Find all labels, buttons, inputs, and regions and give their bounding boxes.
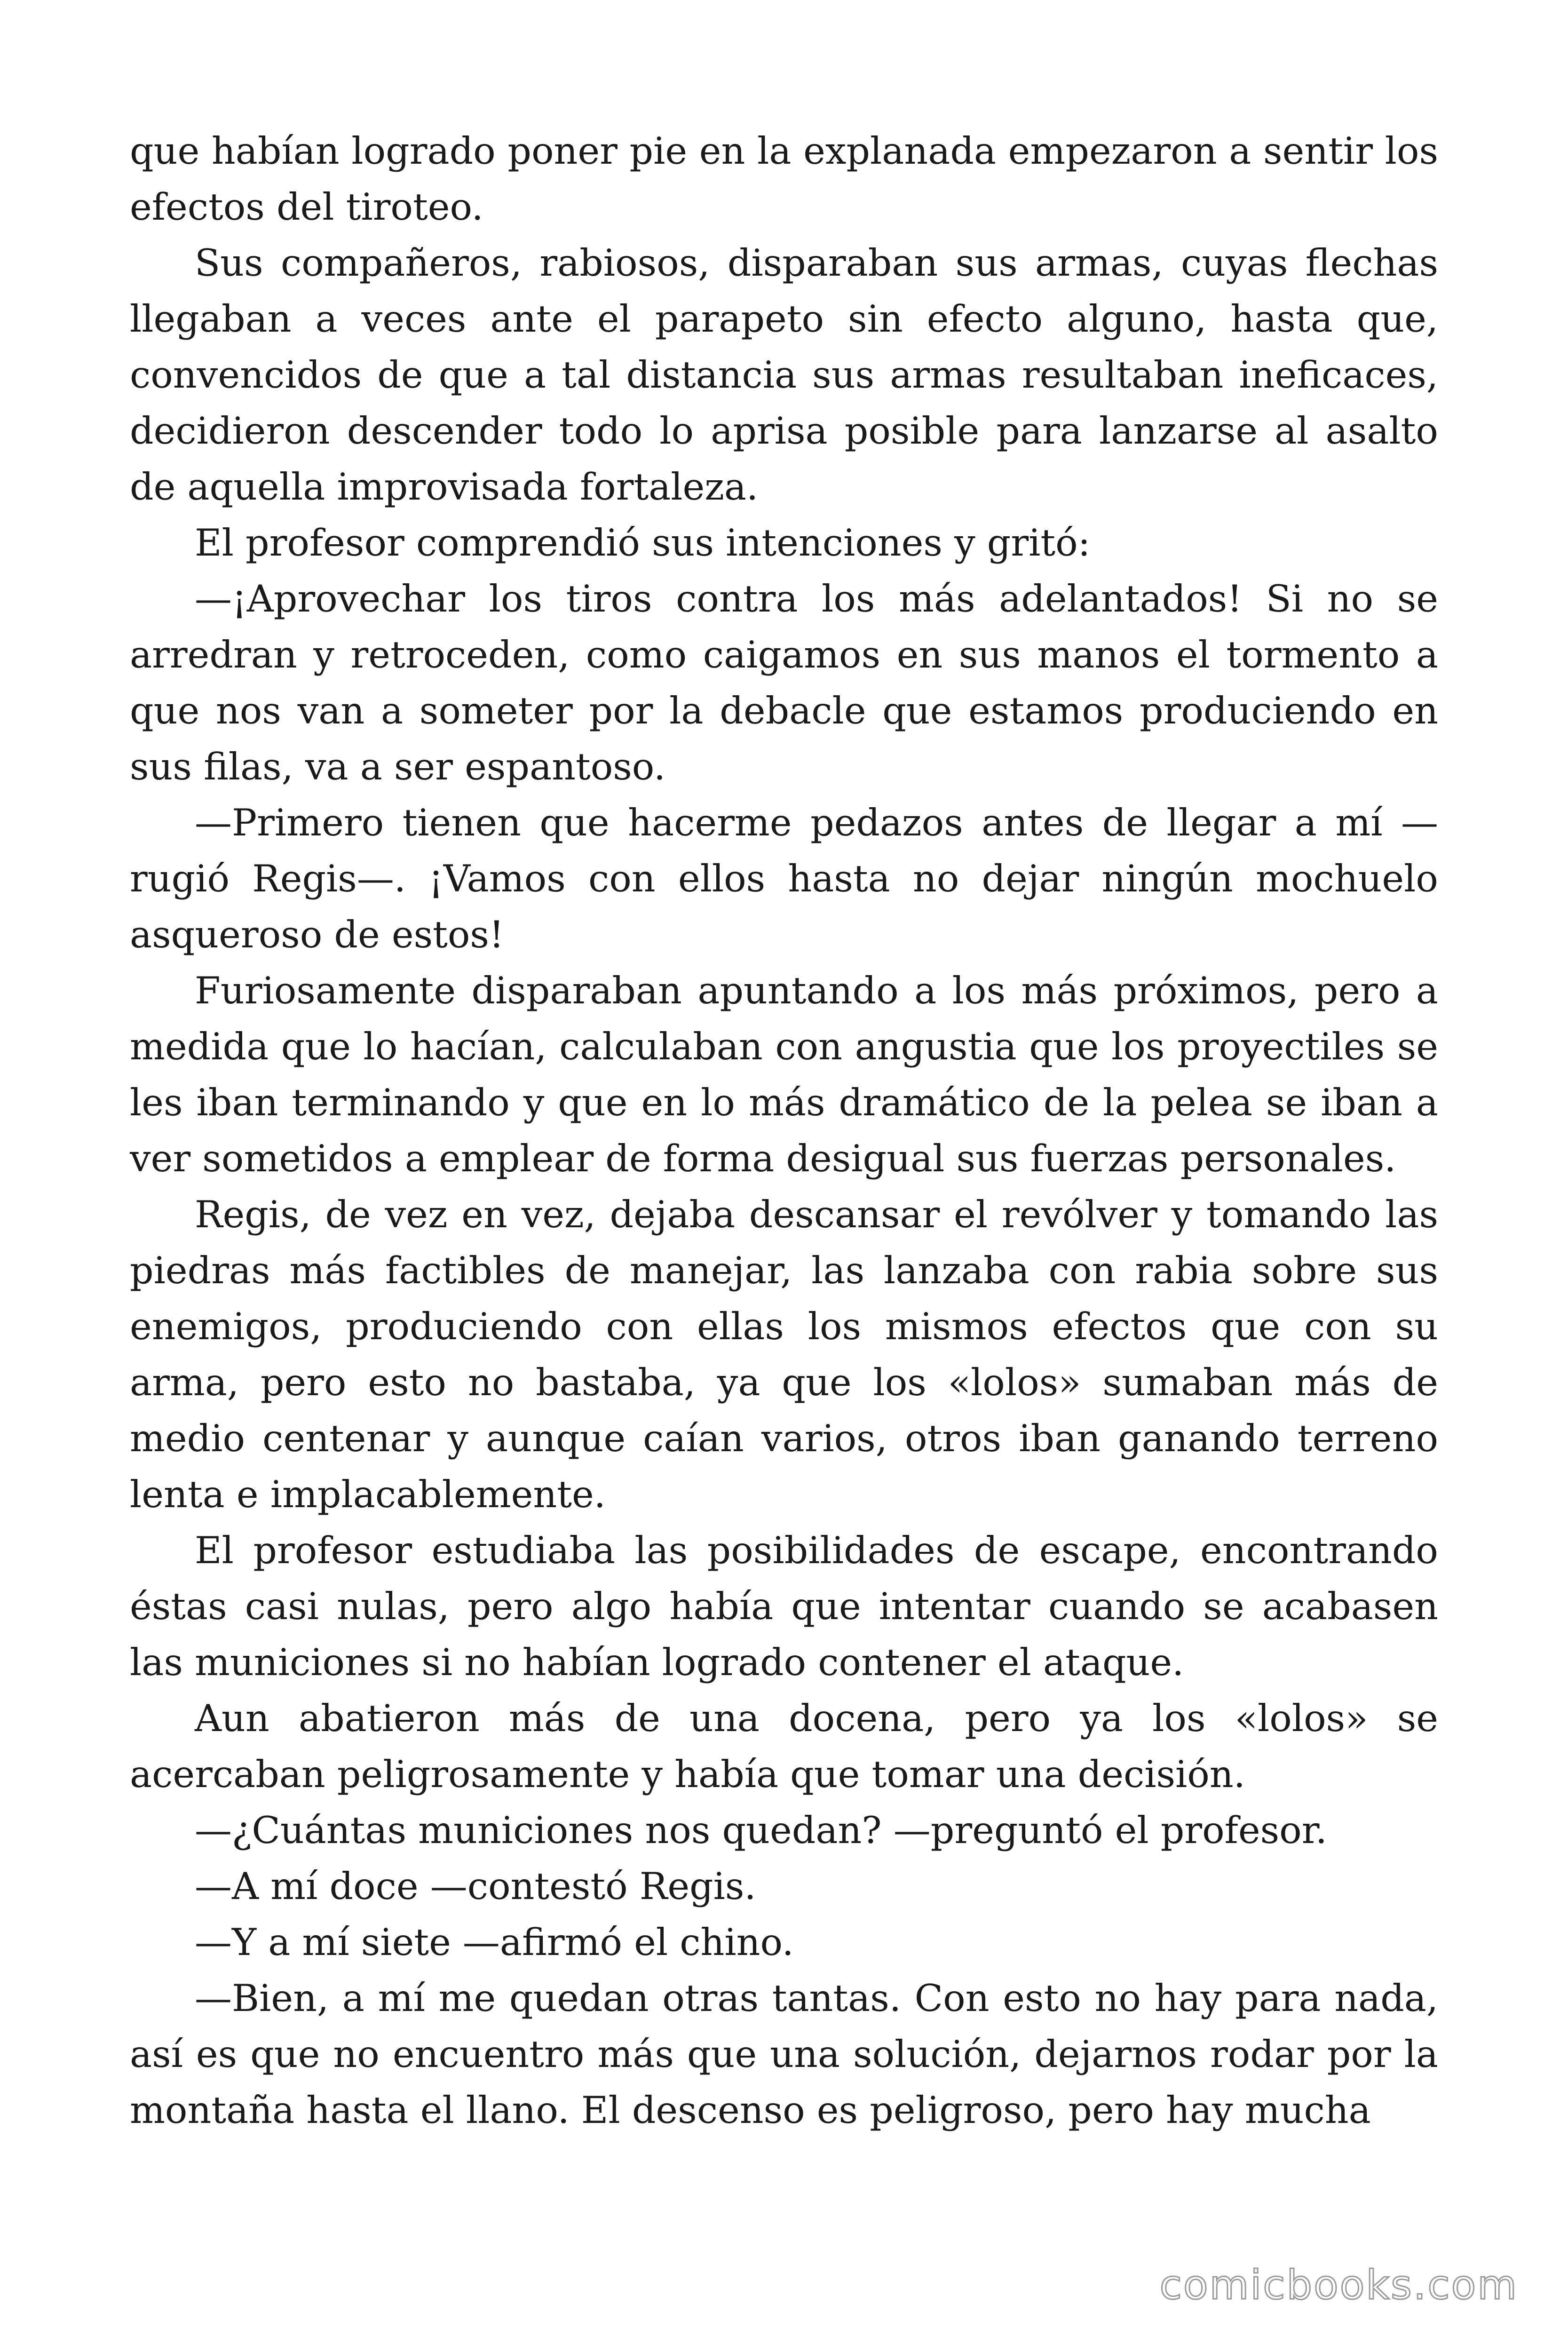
paragraph: Furiosamente disparaban apuntando a los más próximos, pero a medida que lo hacían, calculaban con angustia que los proyectiles se les iban terminando y que en lo más dramático de la pelea se iban a ver sometidos a emplear de forma desigual sus fuerzas personales. (130, 969, 1438, 1180)
paragraph: —A mí doce —contestó Regis. (195, 1865, 756, 1908)
paragraph: El profesor comprendió sus intenciones y gritó: (195, 521, 1091, 564)
watermark: comicbooks.com (1159, 2262, 1518, 2309)
book-page-text (130, 123, 1438, 2138)
paragraph: Regis, de vez en vez, dejaba descansar el revólver y tomando las piedras más factibles de manejar, las lanzaba con rabia sobre sus enemigos, produciendo con ellas los mismos efectos que con su arma, pero esto no bastaba, ya que los «lolos» sumaban más de medio centenar y aunque caían varios, otros iban ganando terreno lenta e implacablemente. (130, 1193, 1438, 1516)
paragraph: —¿Cuántas municiones nos quedan? —preguntó el profesor. (195, 1809, 1327, 1852)
paragraph: El profesor estudiaba las posibilidades de escape, encontrando éstas casi nulas, pero algo había que intentar cuando se acabasen las municiones si no habían logrado contener el ataque. (130, 1529, 1438, 1684)
paragraph: que habían logrado poner pie en la explanada empezaron a sentir los efectos del tiroteo. (130, 129, 1438, 229)
paragraph: —Bien, a mí me quedan otras tantas. Con esto no hay para nada, así es que no encuentro más que una solución, dejarnos rodar por la montaña hasta el llano. El descenso es peligroso, pero hay mucha (130, 1977, 1438, 2132)
paragraph: Sus compañeros, rabiosos, disparaban sus armas, cuyas flechas llegaban a veces ante el parapeto sin efecto alguno, hasta que, convencidos de que a tal distancia sus armas resultaban ineficaces, decidieron descender todo lo aprisa posible para lanzarse al asalto de aquella improvisada fortaleza. (130, 241, 1438, 509)
paragraph: —Y a mí siete —afirmó el chino. (195, 1921, 794, 1964)
paragraph: Aun abatieron más de una docena, pero ya los «lolos» se acercaban peligrosamente y había que tomar una decisión. (130, 1697, 1438, 1796)
paragraph: —Primero tienen que hacerme pedazos antes de llegar a mí —rugió Regis—. ¡Vamos con ellos hasta no dejar ningún mochuelo asqueroso de estos! (130, 801, 1438, 956)
paragraph: —¡Aprovechar los tiros contra los más adelantados! Si no se arredran y retroceden, como caigamos en sus manos el tormento a que nos van a someter por la debacle que estamos produciendo en sus filas, va a ser espantoso. (130, 577, 1438, 788)
